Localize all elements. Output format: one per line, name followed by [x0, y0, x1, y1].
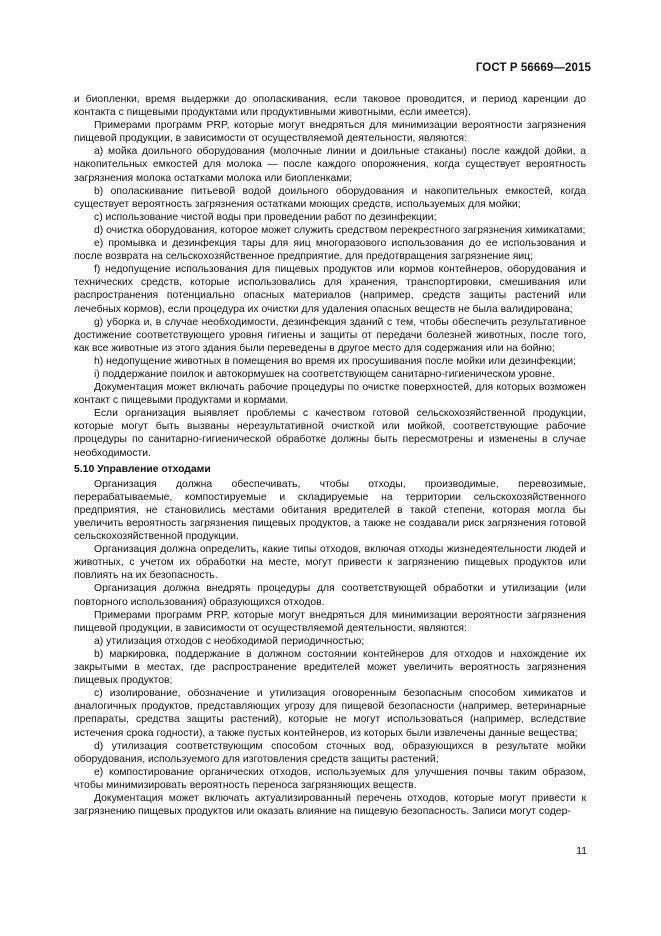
document-body: [74, 93, 586, 818]
standard-header: ГОСТ Р 56669—2015: [475, 62, 591, 74]
paragraph: и биопленки, время выдержки до ополаскивания, если таковое проводится, и период каренции до контакта с пищевыми продуктами или продуктивными животными, если имеется).: [74, 94, 586, 119]
paragraph: Примерами программ PRP, которые могут внедряться для минимизации вероятности загрязнения пищевой продукции, в зависимости от осуществляемой деятельности, являются:: [74, 120, 586, 145]
paragraph: Документация может включать актуализированный перечень отходов, которые могут привести к загрязнению пищевых продуктов или оказать влияние на пищевую безопасность. Записи могут содер-: [74, 792, 586, 818]
paragraph: d) очистка оборудования, которое может служить средством перекрестного загрязнения химикатами;: [94, 224, 586, 236]
paragraph: Организация должна определить, какие типы отходов, включая отходы жизнедеятельности людей и животных, с учетом их обработки на месте, могут привести к загрязнению пищевых продуктов или повлиять на их безопасность.: [74, 544, 586, 582]
paragraph: c) изолирование, обозначение и утилизация оговоренным безопасным способом химикатов и аналогичных продуктов, представляющих угрозу для пищевой безопасности (например, ветеринарные препараты, средства защиты растений), которые не могут использоваться (например, вследствие истечения срока годности), а также пустых контейнеров, из которых были извлечены данные вещества;: [74, 688, 586, 739]
paragraph: Если организация выявляет проблемы с качеством готовой сельскохозяйственной продукции, которые могут быть вызваны нерезультативной очисткой или мойкой, соответствующие рабочие процедуры по санитарно-гигиенической обработке должны быть пересмотрены и изменены в случае необходимости.: [74, 408, 586, 459]
paragraph: а) мойка доильного оборудования (молочные линии и доильные стаканы) после каждой дойки, а накопительных емкостей для молока — после каждого опорожнения, когда существует вероятность загрязнения молока остатками молока или биопленками;: [74, 146, 586, 184]
paragraph: Организация должна внедрять процедуры для соответствующей обработки и утилизации (или повторного использования) образующихся отходов.: [74, 583, 586, 608]
paragraph: c) использование чистой воды при проведении работ по дезинфекции;: [94, 211, 437, 223]
paragraph: Документация может включать рабочие процедуры по очистке поверхностей, для которых возможен контакт с пищевыми продуктами и кормами.: [74, 382, 586, 407]
paragraph: e) промывка и дезинфекция тары для яиц многоразового использования до ее использования и после возврата на сельскохозяйственное предприятие, для предотвращения загрязнение яиц;: [74, 238, 586, 263]
paragraph: e) компостирование органических отходов, используемых для улучшения почвы таким образом, чтобы минимизировать вероятность переноса загрязняющих веществ.: [74, 766, 586, 791]
page-number: 11: [576, 846, 587, 857]
paragraph: f) недопущение использования для пищевых продуктов или кормов контейнеров, оборудования и технических средств, которые использовались для хранения, транспортировки, смешивания или распространения потенциально опасных материалов (например, средств защиты растений или лечебных кормов), если процедура их очистки для удаления опасных веществ не была валидирована;: [74, 264, 586, 315]
paragraph: h) недопущение животных в помещения во время их просушивания после мойки или дезинфекции;: [94, 355, 576, 367]
paragraph: b) маркировка, поддержание в должном состоянии контейнеров для отходов и нахождение их закрытыми в местах, где распространение вредителей может увеличить вероятность загрязнения пищевых продуктов;: [74, 648, 586, 687]
paragraph: Организация должна обеспечивать, чтобы отходы, производимые, перевозимые, перерабатываемые, компостируемые и складируемые на территории сельскохозяйственного предприятия, не становились местами обитания вредителей в такой степени, которая могла бы увеличить вероятность загрязнения пищевых продуктов, а также не создавали риск загрязнения готовой сельскохозяйственной продукции.: [74, 478, 586, 543]
paragraph: i) поддержание поилок и автокормушек на соответствующем санитарно-гигиеническом уровне.: [94, 368, 555, 380]
paragraph: g) уборка и, в случае необходимости, дезинфекция зданий с тем, чтобы обеспечить результативное достижение соответствующего уровня гигиены и защиты от передачи болезней животных, после того, как все животные из этого здания были переведены в другое место для содержания или на бойню;: [74, 316, 586, 354]
paragraph: Примерами программ PRP, которые могут внедряться для минимизации вероятности загрязнения пищевой продукции, в зависимости от осуществляемой деятельности, являются:: [74, 609, 586, 634]
paragraph: d) утилизация соответствующим способом сточных вод, образующихся в результате мойки оборудования, используемого для изготовления средств защиты растений;: [74, 740, 586, 765]
paragraph: b) ополаскивание питьевой водой доильного оборудования и накопительных емкостей, когда существует вероятность загрязнения остатками моющих средств, используемых для мойки;: [74, 185, 586, 210]
paragraph: а) утилизация отходов с необходимой периодичностью;: [94, 635, 365, 647]
section-heading: 5.10 Управление отходами: [74, 463, 211, 475]
